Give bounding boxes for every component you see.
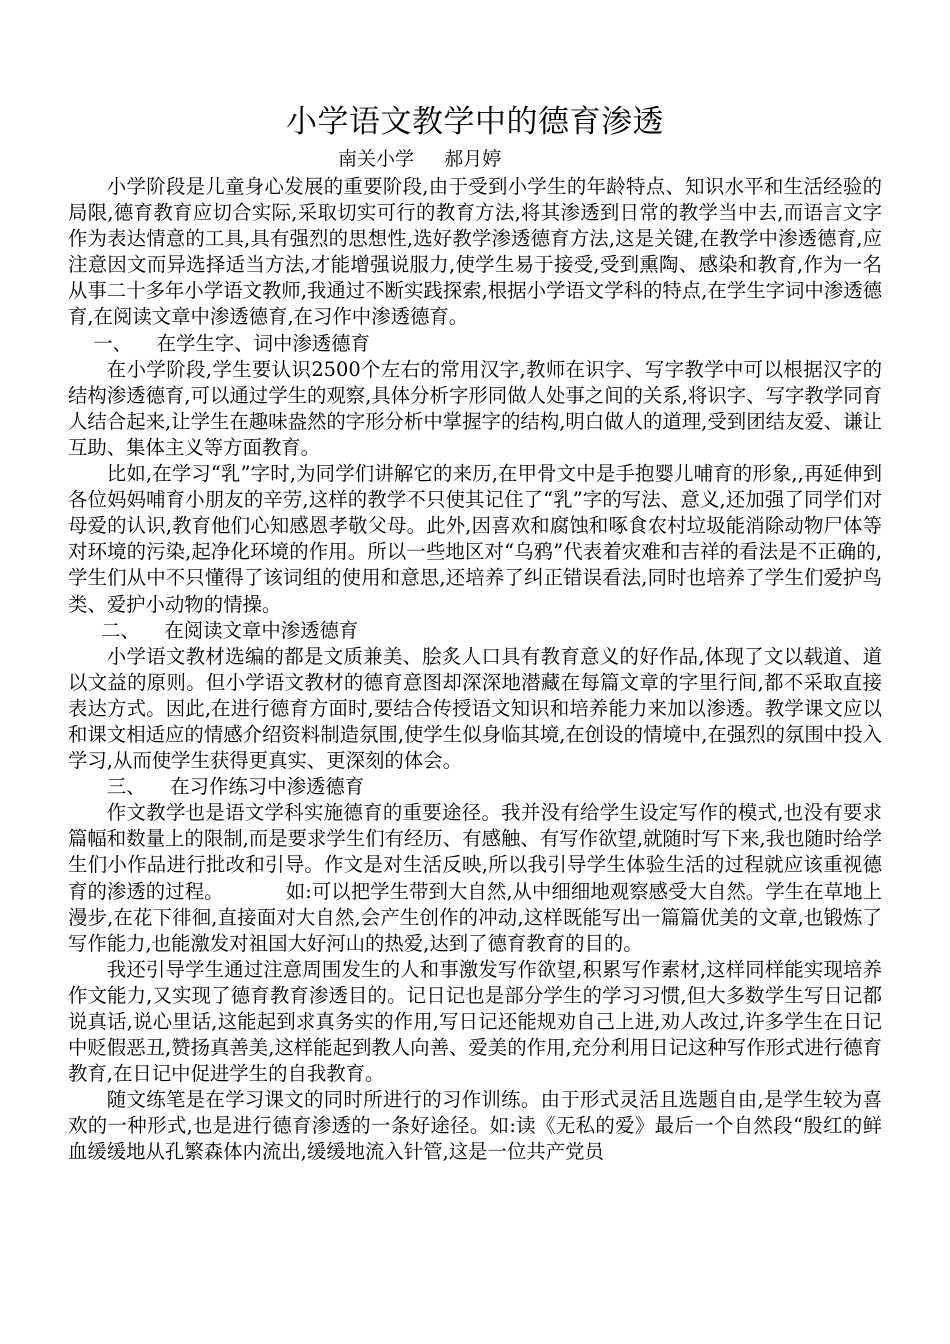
section2-paragraph-1: 小学语文教材选编的都是文质兼美、脍炙人口具有教育意义的好作品,体现了文以载道、道以文益的原则。但小学语文教材的德育意图却深深地潜藏在每篇文章的字里行间,都不采取直接表达方式。因此,在进行德育方面时,要结合传授语文知识和培养能力来加以渗透。教学课文应以和课文相适应的情感介绍资料制造氛围,使学生似身临其境,在创设的情境中,在强烈的氛围中投入学习,从而使学生获得更真实、更深刻的体会。	[68, 644, 882, 773]
section-heading-2: 二、 在阅读文章中渗透德育	[100, 618, 359, 642]
section3-paragraph-3: 随文练笔是在学习课文的同时所进行的习作训练。由于形式灵活且选题自由,是学生较为喜欢的一种形式,也是进行德育渗透的一条好途径。如:读《无私的爱》最后一个自然段“殷红的鲜血缓缓地从孔繁森体内流出,缓缓地流入针管,这是一位共产党员	[68, 1088, 882, 1164]
section-heading-1: 一、 在学生字、词中渗透德育	[93, 331, 370, 355]
section1-paragraph-2: 比如,在学习“乳”字时,为同学们讲解它的来历,在甲骨文中是手抱婴儿哺育的形象,,再延伸到各位妈妈哺育小朋友的辛劳,这样的教学不只使其记住了“乳”字的写法、意义,还加强了同学们对母爱的认识,教育他们心知感恩孝敬父母。此外,因喜欢和腐蚀和啄食农村垃圾能消除动物尸体等对环境的污染,起净化环境的作用。所以一些地区对“乌鸦”代表着灾难和吉祥的看法是不正确的,学生们从中不只懂得了该词组的使用和意思,还培养了纠正错误看法,同时也培养了学生们爱护鸟类、爱护小动物的情操。	[68, 462, 882, 616]
section3-paragraph-1: 作文教学也是语文学科实施德育的重要途径。我并没有给学生设定写作的模式,也没有要求篇幅和数量上的限制,而是要求学生们有经历、有感触、有写作欲望,就随时写下来,我也随时给学生们小作品进行批改和引导。作文是对生活反映,所以我引导学生体验生活的过程就应该重视德育的渗透的过程。 如:可以把学生带到大自然,从中细细地观察感受大自然。学生在草地上漫步,在花下徘徊,直接面对大自然,会产生创作的冲动,这样既能写出一篇篇优美的文章,也锻炼了写作能力,也能激发对祖国大好河山的热爱,达到了德育教育的目的。	[68, 801, 882, 955]
section3-paragraph-2: 我还引导学生通过注意周围发生的人和事激发写作欲望,积累写作素材,这样同样能实现培养作文能力,又实现了德育教育渗透目的。记日记也是部分学生的学习习惯,但大多数学生写日记都说真话,说心里话,这能起到求真务实的作用,写日记还能规劝自己上进,劝人改过,许多学生在日记中贬假恶丑,赞扬真善美,这样能起到教人向善、爱美的作用,充分利用日记这种写作形式进行德育教育,在日记中促进学生的自我教育。	[68, 957, 882, 1086]
author-line: 南关小学 郝月婷	[338, 148, 502, 170]
section1-paragraph-1: 在小学阶段,学生要认识2500个左右的常用汉字,教师在识字、写字教学中可以根据汉字的结构渗透德育,可以通过学生的观察,具体分析字形同做人处事之间的关系,将识字、写字教学同育人结合起来,让学生在趣味盎然的字形分析中掌握字的结构,明白做人的道理,受到团结友爱、谦让互助、集体主义等方面教育。	[68, 357, 882, 459]
intro-paragraph: 小学阶段是儿童身心发展的重要阶段,由于受到小学生的年龄特点、知识水平和生活经验的局限,德育教育应切合实际,采取切实可行的教育方法,将其渗透到日常的教学当中去,而语言文字作为表达情意的工具,具有强烈的思想性,选好教学渗透德育方法,这是关键,在教学中渗透德育,应注意因文而异选择适当方法,才能增强说服力,使学生易于接受,受到熏陶、感染和教育,作为一名从事二十多年小学语文教师,我通过不断实践探索,根据小学语文学科的特点,在学生字词中渗透德育,在阅读文章中渗透德育,在习作中渗透德育。	[68, 175, 882, 329]
section-heading-3: 三、 在习作练习中渗透德育	[106, 775, 365, 799]
document-title: 小学语文教学中的德育渗透	[286, 104, 664, 140]
document-body	[68, 174, 882, 1166]
